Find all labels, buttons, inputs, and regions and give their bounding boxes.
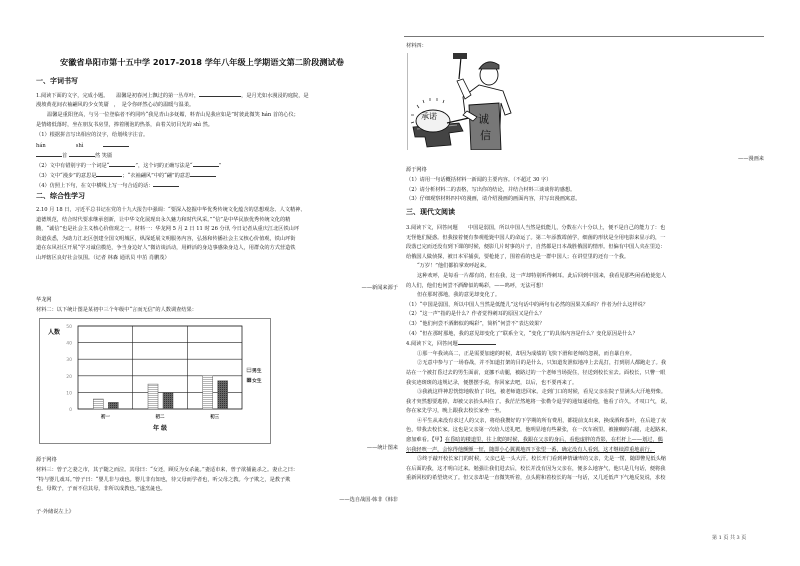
q4-paragraph-3-line: ③我就这样神思恍惚地收拾了书包，被老师遣送回家。走到门口的时候，看见父亲在院子里满头大汗地劈柴。	[417, 389, 667, 396]
q1-sub3-text-a: （3）文中“漫步”的意思是	[36, 173, 97, 179]
q1-sub2-text-c: ”	[218, 163, 222, 169]
q4-intro-text: 4.阅读下文，回答问题	[406, 341, 458, 348]
q2-line: 2.10 月 18 日，习近平总书记在党的十九大报告中强调：“要深入挖掘中华优秀传统文化蕴含的思想观念、人文精神、	[36, 207, 306, 213]
q4-paragraph-5-line: 在后面的我，这才明白过来。勉强让我们进去后，校长并没有因为父亲在，便多么地客气，他只是几句话，便将我	[406, 465, 666, 472]
q3-question: （4）“但在那时那地，我的意见却变化了”联系全文，“变化了”的具体内容是什么？变化原因是什么？	[406, 330, 638, 337]
q2-questions	[406, 176, 768, 205]
q4-paragraph-1: ①那一年我读高二，正是需要加速的时候，却因为成绩的飞快下滑和老师的忽视，而自暴自弃。	[417, 350, 635, 357]
q4-paragraph-3-line: 你在家先学习，晚上跟我去校长家坐一坐。	[406, 408, 505, 415]
material-3-line: 也。母欺子，子而不信其母，非所以成教也。”遂烹彘也。	[36, 486, 166, 493]
source-1-b: 华龙网	[36, 297, 52, 303]
q3-line: 无怪他们疑惑。但我接着便有参观枪毙中国人的命运了。第二年添教霉菌学，细菌的形状是全用电影来显示的，一	[406, 234, 666, 241]
q1-sub2-blank-1[interactable]	[109, 161, 135, 167]
pinyin-shi: shì	[75, 143, 84, 149]
q4-jia-underlined-2: 尔我轻咳一声，会惊得他颤颤一怔，随即小心翼翼地四下张望一番，确定没有人看到，这才继续滞重地前行。	[406, 446, 656, 453]
q1-sub3-blank-2[interactable]	[190, 171, 216, 177]
section-heading-2: 二、综合性学习	[36, 192, 85, 200]
x-tick-label: 初一	[100, 415, 110, 420]
blacksmith-cartoon-icon	[407, 53, 515, 150]
fill-char-2: 然	[94, 153, 101, 159]
fill-char-1: 首	[62, 153, 68, 159]
y-axis-label: 人数	[48, 329, 61, 336]
q3-paragraph-3b: 的人们，他们也何尝不酒醉似的喝彩，——呜呼，无法可想！	[406, 282, 547, 289]
bar-chart-panel	[39, 318, 271, 444]
x-axis-label: 年 级	[152, 425, 168, 432]
q2-question: （3）仔细观察材料四中的漫画，请介绍漫画的画面内容，并写出漫画寓意。	[406, 196, 581, 203]
q3-paragraph-2: “万岁！”他们都拍掌欢呼起来。	[417, 263, 490, 270]
cartoon-word-anvil: 承诺	[421, 112, 437, 121]
q4-paragraph-4-line-jia	[406, 436, 768, 446]
q3-passage	[406, 224, 768, 484]
pinyin-row	[36, 141, 236, 152]
document-title: 安徽省阜阳市第十五中学 2017-2018 学年八年级上学期语文第二阶段测试卷	[60, 57, 344, 67]
material-4-label: 材料四：	[406, 43, 427, 49]
q4-paragraph-4-line: 色，带我去校长家。这也是父亲第一次给人送礼吧，他明显地有些紧张，在一次车祸里，被撞瘸的右腿，走起路来，	[406, 427, 671, 434]
q3-paragraph-3a: 这种欢呼，是每看一片都有的，但在我，这一声却特别听得刺耳。此后回到中国来，我看见那些闲看枪毙犯人	[417, 272, 667, 279]
q2-question: （2）请分析材料二的表格，写出你的结论，并结合材料三谈谈你的感想。	[406, 186, 576, 193]
q4-paragraph-3-line: 我才突然想要逃掉，却被父亲抬头叫住了。我茫茫然地将一张勒令退学的通知递给他，他看了许久，才叹口气，说，	[406, 398, 671, 405]
q4-jia-underlined-1: 在昏暗的楼道里，往上爬的时候，我跟在父亲的身后，看他虚胖的背影，在栏杆上——划过，偶	[444, 437, 663, 444]
q1-intro-text-b: ，是月光如水漫浸的庭院，是	[241, 93, 309, 99]
q1-line3: 温馨是重阳登高，与另一位登临者不约同吟“我见青山多妩媚，料青山见我应如是”时彼此微笑 hán 首的心仪；	[47, 112, 299, 118]
material-3	[36, 466, 398, 495]
legend-swatch	[247, 368, 251, 372]
bar-male-2	[148, 384, 158, 409]
q4-paragraph-2-line: ②无意中参与了一场春战，并不知道打架的目的是什么，只知道发泄似地冲上去乱打，打到别人都跑走了。我	[417, 360, 667, 367]
bar-female-1	[108, 402, 118, 409]
q1-sub2-text-a: （2）文中有错别字的一个词是“	[36, 163, 110, 169]
q2-paragraph	[36, 206, 398, 264]
q1-sub2-blank-2[interactable]	[193, 161, 219, 167]
bar-female-2	[163, 392, 173, 409]
x-tick-label: 初三	[210, 415, 220, 420]
q1-sub2	[36, 161, 398, 172]
source-4-b: 源于网络	[406, 167, 427, 173]
q1-line4: 是情绪低落时，坐在朋友书房里，捧着刚泡的热茶，由着关切目光的 shì 然。	[36, 122, 213, 128]
material-3-line: “特与婴儿戏耳。”曾子曰：“婴儿非与戏也。婴儿非有知也，待父母而学者也，听父母之教。今子欺之，是教子欺	[36, 476, 291, 483]
pinyin-answer-blank[interactable]	[103, 141, 129, 147]
q1-sub4	[36, 181, 398, 192]
q4-paragraph-4-line: ④平生从来没有求过人的父亲，将给我攒好的下学期的所有费用，都提前支出来，换成酒和茶叶，在后趁了夜	[417, 417, 667, 424]
source-2-a: ——统计图来	[366, 445, 398, 451]
y-tick-label: 40	[66, 341, 72, 347]
source-3-a: ——选自战国·韩非《韩非	[339, 497, 398, 503]
y-tick-label: 10	[66, 391, 72, 397]
q3-paragraph-4: 但在那时那地，我的意见却变化了。	[417, 292, 501, 299]
q3-line: 3.阅读下文，回答问题 中国是弱国，所以中国人当然是低能儿，分数在六十分以上，便不是自己的能力了：也	[406, 225, 666, 231]
q3-line: 给俄国人做侦探，被日本军捕获，要枪毙了，围着看的也是一群中国人；在讲堂里的还有一个我。	[406, 253, 630, 260]
q4-paragraph-2-line: 站在一个被打昏过去的男生面前，竟挪不动腿，被路过的一个老师当场捉住，径送到校长室去。面校长，只瞥一眼	[406, 369, 666, 376]
bar-female-3	[218, 381, 228, 409]
q2-line: 街道获悉，为助力江北区创建全国文明城区，纵深延展文明服务内容，弘扬和传播社会主义核心价值观，铁山坪街	[36, 235, 296, 242]
q1-sub3	[36, 171, 398, 182]
q3-question: （1）“中国是弱国，所以中国人当然是低能儿”这句话中的两句有必然的因果关系吗？作者为什么这样说？	[406, 301, 649, 308]
plot-area	[78, 326, 242, 409]
section-heading-1: 一、字词书写	[36, 77, 78, 85]
q2-line: 道在东风社区开展“学习诚信模范，争当身边好人”微访谈活动，用鲜活的身边事感染身边人，用群众的方式营造铁	[36, 245, 296, 252]
q1-sub3-blank-1[interactable]	[96, 171, 122, 177]
bar-male-3	[203, 376, 213, 409]
q3-question: （2）“这一声”指的是什么？作者觉得刺耳的原因又是什么？	[406, 311, 545, 318]
y-tick-label: 0	[69, 408, 72, 413]
section-heading-3: 三、现代文阅读	[406, 208, 455, 216]
q4-intro	[406, 339, 768, 350]
y-tick-label: 20	[66, 374, 72, 380]
material-3-line: 材料三：曾子之妻之市，其子随之而泣。其母曰：“女还，顾反为女杀彘。”妻适市来，曾子欲捕彘杀之。妻止之曰：	[36, 467, 299, 473]
material-2-intro: 材料二：以下统计图是某初中三个年级中“言而无信”的人数调查结果：	[36, 307, 197, 313]
q2-line: 道德规范，结合时代要求继承创新，让中华文化展现出永久魅力和时代风采。”“信”是中华民族优秀传统文化的精	[36, 216, 291, 223]
cartoon-word-apron-1: 诚	[478, 113, 489, 126]
y-tick-label: 30	[66, 358, 72, 364]
fill-row	[36, 151, 236, 162]
y-tick-label: 50	[66, 325, 72, 330]
q4-paragraph-5-line: 重新回校的希望烧灭了。但父亲却是一直微笑听着，点头附和着校长的每一句话，又几近低声下气地反复说，求校	[406, 475, 666, 482]
q4-paragraph-5-line: ⑤终于敲开校长家门的时候，父亲已是一头大汗。校长开门看到神情谦卑的父亲，先是一愣，随即瞥见低头缩	[417, 456, 667, 463]
source-1-a: ——新闻来源于	[361, 285, 398, 291]
cartoon-word-apron-2: 信	[480, 129, 491, 142]
x-tick-label: 初二	[155, 415, 165, 420]
q1-sub3-text-b: ；“衣袖翩风”中的“翩”的意思	[122, 173, 191, 179]
source-3-b: 子·外储说左上》	[36, 509, 74, 515]
q4-intro-blank[interactable]	[458, 339, 496, 345]
q4-jia-marker: 愈加难看。【甲】	[406, 437, 445, 444]
q1-sub1: （1）根据拼音写出相应的汉字，给划线字注音。	[36, 132, 149, 138]
legend-label: 女生	[252, 379, 262, 384]
cartoon-image	[407, 53, 515, 150]
source-2-b: 源于网络	[36, 457, 57, 463]
pinyin-han: hán	[36, 143, 46, 149]
bar-male-1	[93, 399, 103, 409]
q2-line: 山坪辖区良好社会氛围。（记者 林森 通讯员 申茁 肖鹏茂）	[36, 254, 170, 261]
q1-sub4-blank[interactable]	[153, 181, 179, 187]
bar-chart	[40, 319, 270, 443]
q1-line2: 漫坡黄花间衣袖翩风的少女笑靥 ， 是令你砰然心动的温暖与温柔。	[36, 102, 195, 108]
q1-sub2-text-b: ”，这个词的正确写法是“	[135, 163, 193, 169]
source-4-a: ——漫画来	[738, 156, 764, 162]
legend-swatch	[247, 378, 251, 382]
q3-line: 段落已完而还没有到下课的时候，便影几片时事的片子，自然都是日本战胜俄国的情形。但偏有中国人夹在里边：	[406, 244, 666, 251]
header-rule	[404, 36, 764, 37]
q4-paragraph-2-line: 我实迹斑斑的违规记录，便摆摆手说，你回家去吧，以后，也不要再来了。	[406, 379, 578, 386]
q2-line: 髓，“诚信”也是社会主义核心价值观之一。材料一：华龙网 5 月 2 日 11 时 26 分讯 今日记者从重庆江北区铁山坪	[36, 226, 300, 233]
page-number: 第 1 页 共 3 页	[712, 535, 747, 541]
fill-char-3: 笑靥	[101, 153, 113, 159]
legend-label: 男生	[252, 369, 262, 374]
q2-question: （1）请用一句话概括材料一新闻的主要内容。（不超过 30 字）	[406, 177, 552, 183]
q1-blank-main[interactable]	[199, 91, 241, 97]
char-blank-2[interactable]	[69, 151, 95, 157]
char-blank-1[interactable]	[36, 151, 62, 157]
q1-intro-text-a: 1.阅读下面的文字，完成小题。 温馨是初春河上飘过的第一丛草叶，	[36, 93, 200, 99]
q3-question: （3）“他们何尝不酒醉似的喝彩”，简析“何尝不”表达效果？	[406, 320, 545, 327]
q1-sub4-text: （4）仿照上下句，在文中横线上写一句合适的话：	[36, 183, 154, 189]
q1-intro	[36, 91, 398, 102]
